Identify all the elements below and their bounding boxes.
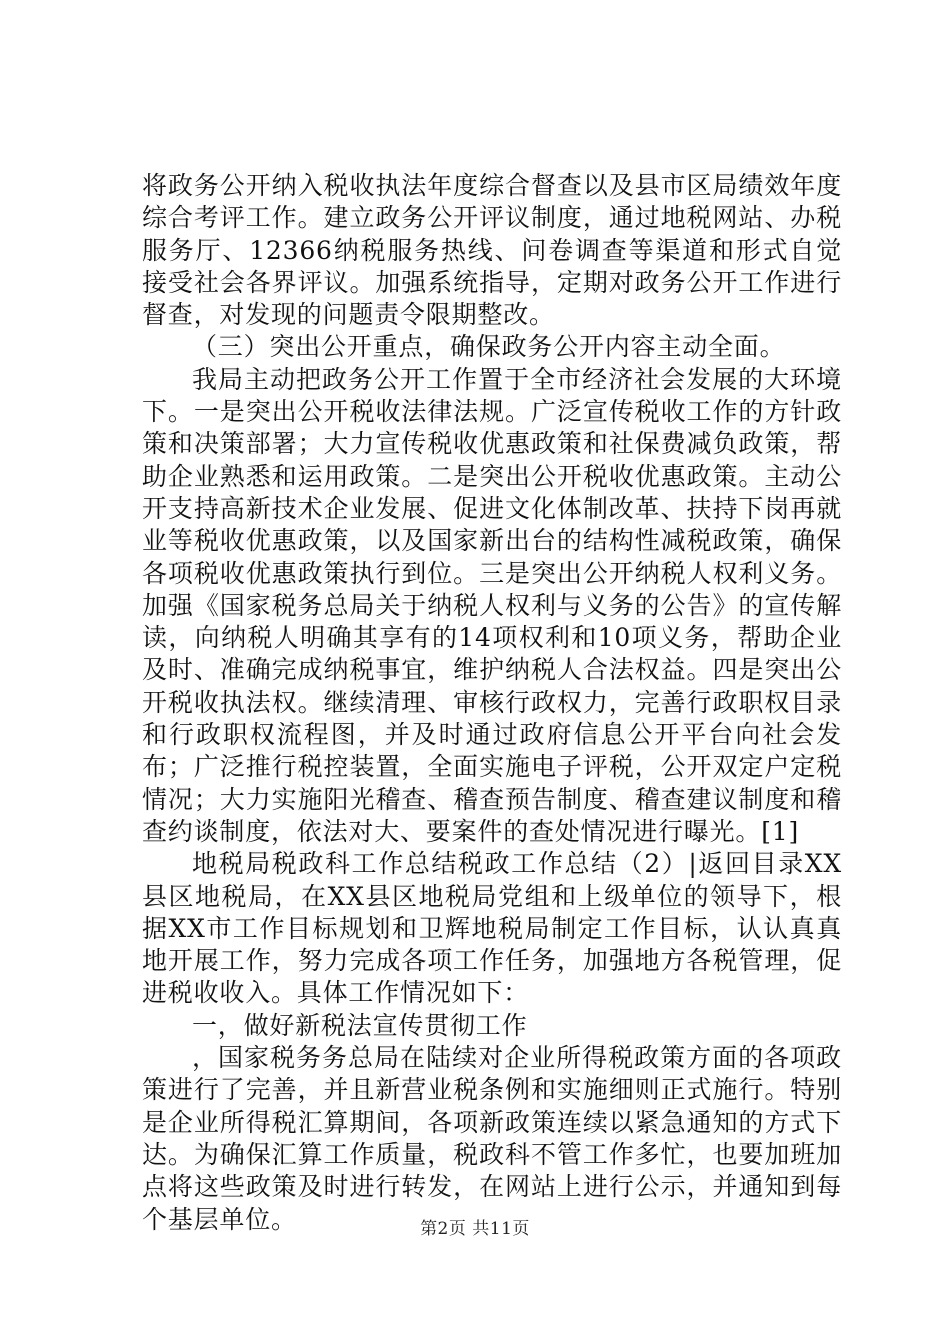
paragraph-continuation: 将政务公开纳入税收执法年度综合督查以及县市区局绩效年度综合考评工作。建立政务公开评议制度，通过地税网站、办税服务厅、12366纳税服务热线、问卷调查等渠道和形式自觉接受社会各界评议。加强系统指导，定期对政务公开工作进行督查，对发现的问题责令限期整改。 (142, 171, 842, 330)
section-heading-1: 一，做好新税法宣传贯彻工作 (192, 1010, 528, 1040)
paragraph-tax-law-publicity: ，国家税务务总局在陆续对企业所得税政策方面的各项政策进行了完善，并且新营业税条例和实施细则正式施行。特别是企业所得税汇算期间，各项新政策连续以紧急通知的方式下达。为确保汇算工作质量，税政科不管工作多忙，也要加班加点将这些政策及时进行转发，在网站上进行公示，并通知到每个基层单位。 (142, 1043, 842, 1234)
page-number-footer: 第2页 共11页 (420, 1219, 530, 1239)
section-heading-3: （三）突出公开重点，确保政务公开内容主动全面。 (192, 332, 786, 362)
paragraph-work-summary-intro: 地税局税政科工作总结税政工作总结（2）|返回目录XX县区地税局，在XX县区地税局党组和上级单位的领导下，根据XX市工作目标规划和卫辉地税局制定工作目标，认认真真地开展工作，努力完成各项工作任务，加强地方各税管理，促进税收收入。具体工作情况如下： (142, 849, 842, 1008)
document-body (142, 170, 842, 1236)
paragraph-disclosure-focus: 我局主动把政务公开工作置于全市经济社会发展的大环境下。一是突出公开税收法律法规。广泛宣传税收工作的方针政策和决策部署；大力宣传税收优惠政策和社保费减负政策，帮助企业熟悉和运用政策。二是突出公开税收优惠政策。主动公开支持高新技术企业发展、促进文化体制改革、扶持下岗再就业等税收优惠政策，以及国家新出台的结构性减税政策，确保各项税收优惠政策执行到位。三是突出公开纳税人权利义务。加强《国家税务总局关于纳税人权利与义务的公告》的宣传解读，向纳税人明确其享有的14项权利和10项义务，帮助企业及时、准确完成纳税事宜，维护纳税人合法权益。四是突出公开税收执法权。继续清理、审核行政权力，完善行政职权目录和行政职权流程图，并及时通过政府信息公开平台向社会发布；广泛推行税控装置，全面实施电子评税，公开双定户定税情况；大力实施阳光稽查、稽查预告制度、稽查建议制度和稽查约谈制度，依法对大、要案件的查处情况进行曝光。[1] (142, 364, 842, 846)
